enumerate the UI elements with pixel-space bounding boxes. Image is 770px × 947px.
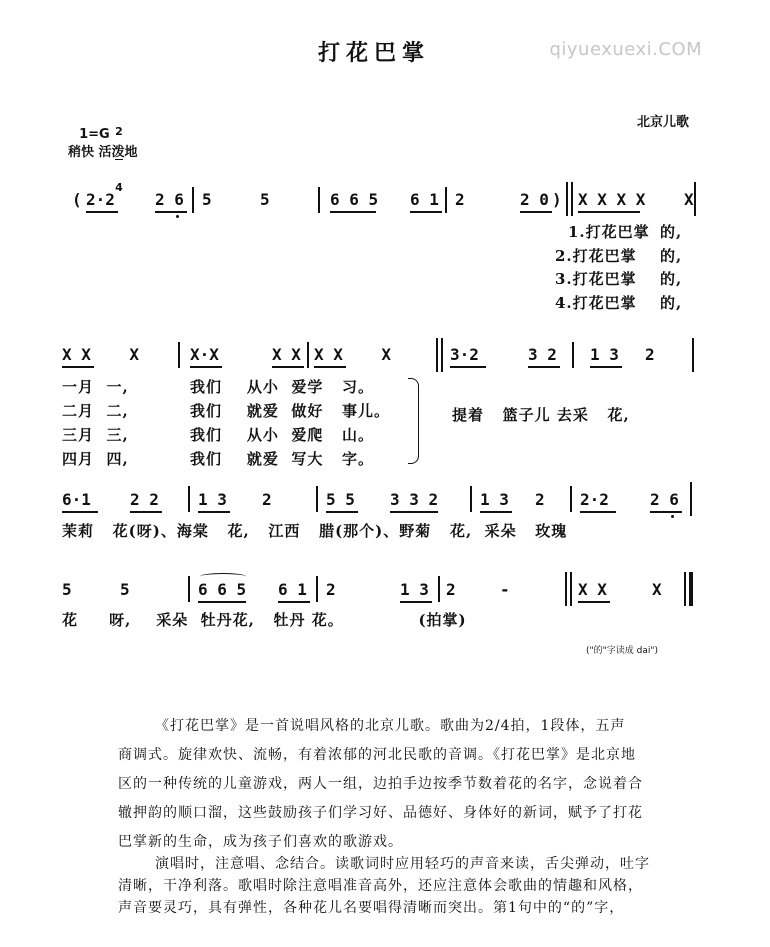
- verse-line: 1.打花巴掌: [568, 223, 650, 241]
- watermark-text: qiyuexuexi.COM: [549, 39, 703, 60]
- verse-brace: [408, 378, 419, 464]
- song-title: 打花巴掌: [318, 41, 431, 66]
- lyric-line: 四月 四,: [62, 450, 129, 468]
- note-group: X·X: [190, 345, 219, 364]
- note-group: 5: [62, 580, 72, 599]
- final-barline: [689, 572, 693, 606]
- footnote: ("的"字读成 dai"): [586, 646, 659, 656]
- barline: [694, 182, 696, 216]
- paragraph-line: 清晰，干净利落。歌唱时除注意唱准音高外，还应注意体会歌曲的情趣和风格，: [118, 878, 643, 894]
- clap-notes: X X X X X: [578, 190, 694, 209]
- double-barline: [570, 572, 572, 606]
- lyric-line: 茉莉 花(呀)、海棠 花, 江西 腊(那个)、野菊 花, 采朵 玫瑰: [62, 522, 568, 540]
- note-group: 5: [202, 190, 212, 209]
- beam: [278, 601, 310, 603]
- low-octave-dot: [671, 515, 674, 518]
- paragraph-line: 巴掌新的生命，成为孩子们喜欢的歌游戏。: [118, 834, 403, 850]
- note-group: 2: [446, 580, 456, 599]
- barline: [690, 482, 692, 516]
- note-group: 2·2: [580, 490, 609, 509]
- note-group: 2 0: [520, 190, 549, 209]
- note-group: 2: [326, 580, 336, 599]
- lyric-line: 二月 二,: [62, 402, 129, 420]
- note-group: 2·2: [86, 190, 115, 209]
- paragraph-line: 区的一种传统的儿童游戏，两人一组，边拍手边按季节数着花的名字，念说着合: [118, 776, 643, 792]
- beam: [578, 211, 640, 213]
- note-group: X X: [272, 345, 301, 364]
- note-group: 6 6 5: [330, 190, 379, 209]
- double-barline: [571, 182, 573, 216]
- beam: [155, 211, 187, 213]
- beam: [650, 511, 682, 513]
- barline: [692, 338, 694, 372]
- time-sig-top: 2: [115, 125, 123, 138]
- beam: [578, 601, 610, 603]
- paragraph-line: 声音要灵巧，具有弹性，各种花儿名要唱得清晰而突出。第1句中的“的”字，: [118, 900, 625, 916]
- beam: [198, 601, 246, 603]
- note-group: 2: [535, 490, 545, 509]
- tempo-marking: 稍快 活泼地: [68, 145, 138, 160]
- note-group: -: [500, 580, 510, 599]
- barline: [307, 342, 309, 368]
- barline: [470, 486, 472, 512]
- note-group: 3 3 2: [390, 490, 439, 509]
- lyric-line: 我们 就爱 写大 字。: [190, 450, 375, 468]
- note-group: 2 6: [155, 190, 184, 209]
- double-barline: [441, 338, 443, 372]
- verse-end: 的,: [660, 223, 683, 241]
- beam: [130, 511, 162, 513]
- final-barline: [684, 572, 686, 606]
- barline: [318, 187, 320, 213]
- note-group: 2: [262, 490, 272, 509]
- note-group: 1 3: [198, 490, 227, 509]
- watermark-logo: [537, 18, 702, 60]
- note-group: 6·1: [62, 490, 91, 509]
- note-group: 5: [120, 580, 130, 599]
- low-octave-dot: [176, 215, 179, 218]
- beam: [528, 366, 560, 368]
- barline: [445, 187, 447, 213]
- lyric-refrain: 提着 篮子儿 去采 花,: [452, 406, 630, 424]
- beam: [410, 211, 442, 213]
- paren-close: ): [552, 190, 562, 209]
- double-barline: [436, 338, 438, 372]
- verse-end: 的,: [660, 270, 683, 288]
- double-barline: [565, 572, 567, 606]
- note-group: 2 6: [650, 490, 679, 509]
- note-group: X X: [578, 580, 607, 599]
- barline: [178, 342, 180, 368]
- note-group: 2 2: [130, 490, 159, 509]
- note-group: X: [652, 580, 662, 599]
- paragraph-line: 辙押韵的顺口溜，这些鼓励孩子们学习好、品德好、身体好的新词，赋予了打花: [118, 805, 643, 821]
- beam: [330, 211, 376, 213]
- barline: [438, 576, 440, 602]
- beam: [190, 366, 222, 368]
- note-group: 2: [455, 190, 465, 209]
- verse-end: 的,: [660, 247, 683, 265]
- lyric-line: 一月 一,: [62, 378, 129, 396]
- beam: [62, 511, 98, 513]
- paren-open: (: [72, 190, 82, 209]
- beam: [520, 211, 552, 213]
- note-group: X X X: [314, 345, 392, 364]
- lyric-line: 三月 三,: [62, 426, 129, 444]
- note-group: 6 1: [410, 190, 439, 209]
- note-group: 6 1: [278, 580, 307, 599]
- time-sig-bottom: 4: [115, 181, 123, 194]
- lyric-line: 我们 从小 爱学 习。: [190, 378, 375, 396]
- slur: [200, 573, 246, 580]
- beam: [326, 511, 358, 513]
- beam: [198, 511, 230, 513]
- lyric-line: 花 呀, 采朵 牡丹花, 牡丹 花。 (拍掌): [62, 611, 467, 629]
- barline: [316, 576, 318, 602]
- song-source: 北京儿歌: [637, 115, 690, 130]
- verse-line: 4.打花巴掌: [555, 294, 637, 312]
- verse-end: 的,: [660, 294, 683, 312]
- verse-line: 2.打花巴掌: [555, 247, 637, 265]
- beam: [450, 366, 486, 368]
- note-group: 3 2: [528, 345, 557, 364]
- beam: [390, 511, 438, 513]
- barline: [570, 486, 572, 512]
- key-text: 1=G: [79, 127, 110, 142]
- paragraph-line: 商调式。旋律欢快、流畅，有着浓郁的河北民歌的音调。《打花巴掌》是北京地: [118, 747, 636, 763]
- beam: [86, 211, 118, 213]
- beam: [272, 366, 304, 368]
- note-group: 1 3: [590, 345, 619, 364]
- beam: [314, 366, 346, 368]
- beam: [62, 366, 94, 368]
- note-group: 2: [645, 345, 655, 364]
- key-signature: [70, 112, 110, 142]
- note-group: 6 6 5: [198, 580, 247, 599]
- barline: [316, 486, 318, 512]
- barline: [188, 576, 190, 602]
- beam: [580, 511, 616, 513]
- beam: [400, 601, 432, 603]
- paragraph-line: 《打花巴掌》是一首说唱风格的北京儿歌。歌曲为2/4拍，1段体，五声: [155, 718, 626, 734]
- barline: [192, 187, 194, 213]
- lyric-line: 我们 从小 爱爬 山。: [190, 426, 375, 444]
- double-barline: [566, 182, 568, 216]
- paragraph-line: 演唱时，注意唱、念结合。读歌词时应用轻巧的声音来读，舌尖弹动，吐字: [155, 856, 650, 872]
- note-group: 5: [260, 190, 270, 209]
- note-group: 3·2: [450, 345, 479, 364]
- beam: [480, 511, 512, 513]
- verse-line: 3.打花巴掌: [555, 270, 637, 288]
- beam: [590, 366, 622, 368]
- note-group: 5 5: [326, 490, 355, 509]
- note-group: X X X: [62, 345, 140, 364]
- barline: [572, 342, 574, 368]
- note-group: 1 3: [480, 490, 509, 509]
- note-group: 1 3: [400, 580, 429, 599]
- barline: [188, 486, 190, 512]
- lyric-line: 我们 就爱 做好 事儿。: [190, 402, 391, 420]
